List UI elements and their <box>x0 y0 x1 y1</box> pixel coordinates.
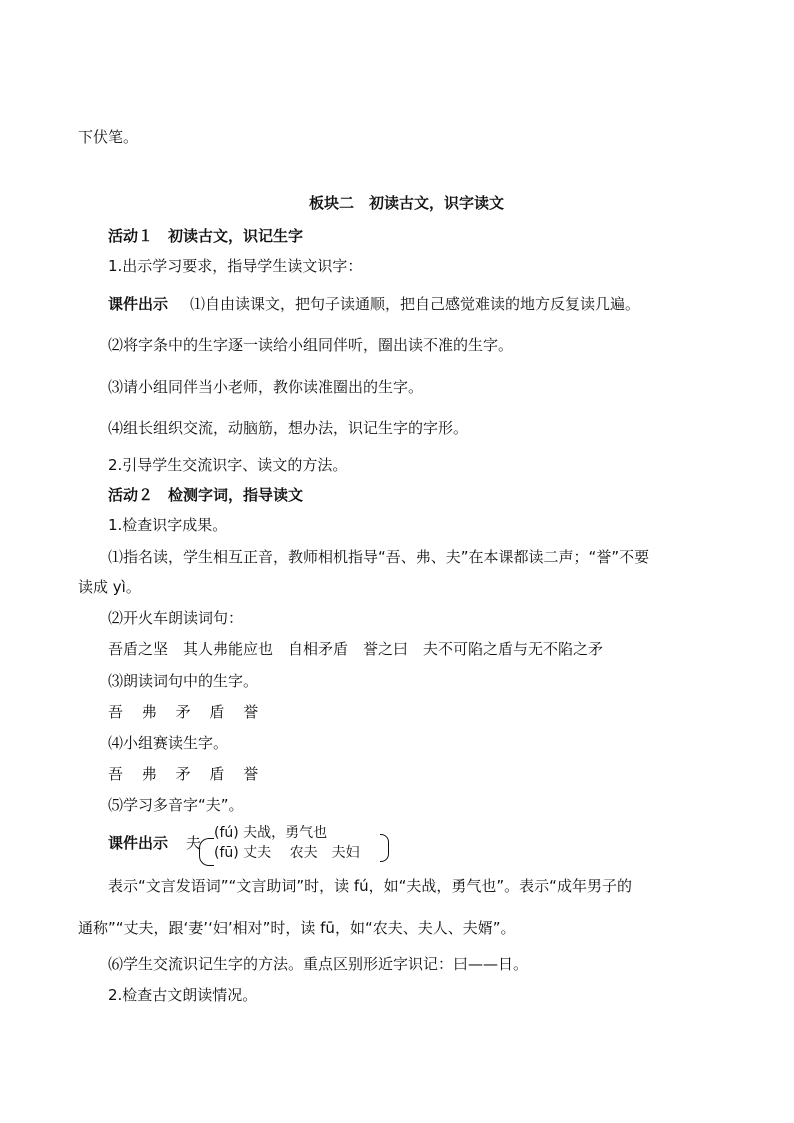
polyphone-char: 夫 <box>186 834 202 852</box>
char: 誉 <box>243 703 259 721</box>
char: 弗 <box>141 703 157 721</box>
text-line: 读成 yì。 <box>78 578 141 596</box>
left-brace <box>199 838 214 866</box>
text-line: ⑸学习多音字“夫”。 <box>108 796 244 814</box>
activity-heading: 活动２ 检测字词，指导读文 <box>108 486 304 504</box>
text-line: ⑴指名读，学生相互正音，教师相机指导“吾、弗、夫”在本课都读二声；“誉”不要 <box>108 548 650 566</box>
char: 盾 <box>209 765 225 783</box>
char: 矛 <box>175 765 191 783</box>
char: 誉 <box>243 765 259 783</box>
section-heading: 板块二 初读古文，识字读文 <box>309 194 505 212</box>
text-line: 2.检查古文朗读情况。 <box>108 986 258 1004</box>
courseware-label: 课件出示 <box>108 295 169 313</box>
text-line: 表示“文言发语词”“文言助词”时，读 fú，如“夫战，勇气也”。表示“成年男子的 <box>108 877 632 895</box>
requirement-item: ⑷组长组织交流，动脑筋，想办法，识记生字的字形。 <box>108 419 469 437</box>
polyphone-reading: (fū) 丈夫 农夫 夫妇 <box>214 845 360 861</box>
char: 吾 <box>108 703 124 721</box>
text-line: ⑵开火车朗读词句： <box>108 609 244 627</box>
requirement-item: ⑵将字条中的生字逐一读给小组同伴听，圈出读不准的生字。 <box>108 336 514 354</box>
phrase-line: 吾盾之坚 其人弗能应也 自相矛盾 誉之曰 夫不可陷之盾与无不陷之矛 <box>108 640 604 658</box>
right-bracket <box>380 834 389 862</box>
requirement-item: ⑶请小组同伴当小老师，教你读准圈出的生字。 <box>108 378 424 396</box>
character-row <box>108 702 272 722</box>
text-line: 1.出示学习要求，指导学生读文识字： <box>108 257 363 275</box>
text-line: ⑹学生交流识记生字的方法。重点区别形近字识记：曰——日。 <box>108 955 529 973</box>
char: 矛 <box>175 703 191 721</box>
text-line: 通称”“丈夫，跟‘妻’‘妇’相对”时，读 fū，如“农夫、夫人、夫婿”。 <box>78 919 516 937</box>
text-line: 1.检查识字成果。 <box>108 516 228 534</box>
text-line: 下伏笔。 <box>78 128 139 146</box>
activity-heading: 活动１ 初读古文，识记生字 <box>108 227 304 245</box>
text-line: 2.引导学生交流识字、读文的方法。 <box>108 456 348 474</box>
text-line: ⑶朗读词句中的生字。 <box>108 672 259 690</box>
character-row <box>108 764 272 784</box>
char: 吾 <box>108 765 124 783</box>
text-line: ⑷小组赛读生字。 <box>108 734 229 752</box>
courseware-label: 课件出示 <box>108 834 169 852</box>
polyphone-reading: (fú) 夫战，勇气也 <box>214 825 328 841</box>
char: 弗 <box>141 765 157 783</box>
char: 盾 <box>209 703 225 721</box>
requirement-item: ⑴自由读课文，把句子读通顺，把自己感觉难读的地方反复读几遍。 <box>190 295 641 313</box>
